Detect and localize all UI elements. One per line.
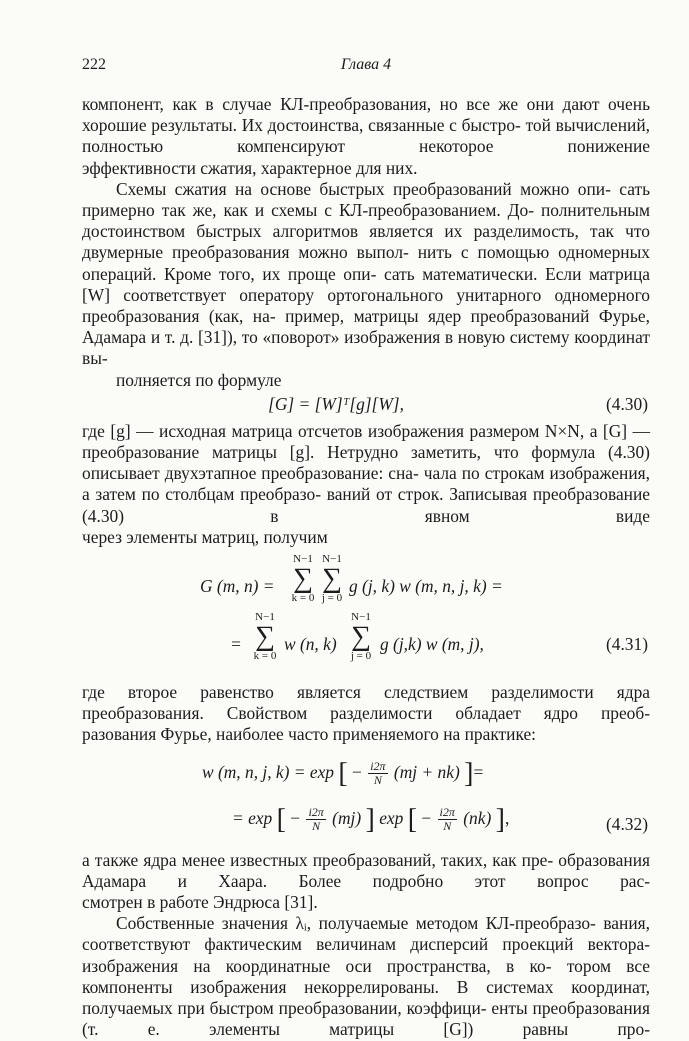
fraction: $\frac{i2\pi}{N}$ [439,805,455,834]
text-line: сать примерно так же, как и схемы с КЛ-преобразованием. До- [82,178,650,221]
text-line: N×N, а [G] — преобразование матрицы [g]. Нетрудно заметить, [82,420,650,463]
paragraph-6 [82,913,650,1040]
equation-lhs: G (m, n) = [200,576,275,597]
fraction: $\frac{i2\pi}{N}$ [308,805,324,834]
text-line: чала по строкам изображения, а затем по столбцам преобразо- [82,463,650,505]
sum-symbol: N−1 ∑ k = 0 [291,553,315,605]
text-line: тором все компоненты изображения некоррелированы. В системах [82,955,650,997]
text-line: вектора-изображения на координатные оси пространства, в ко- [82,934,650,976]
text-line: координат, получаемых при быстром преобразовании, коэффици- [82,976,650,1019]
equation-equals: = [230,634,242,655]
text-line: преобразования. Свойством разделимости обладает ядро преоб- [82,703,650,724]
paragraph-3 [82,421,650,548]
page-number: 222 [82,56,106,73]
text-line: Схемы сжатия на основе быстрых преобразований можно опи- [116,178,611,199]
text-line: а также ядра менее известных преобразований, таких, как пре- [82,849,554,870]
text-line: [31]), то «поворот» изображения в новую систему координат вы- [82,327,650,369]
equation-term: w (n, k) [284,634,337,655]
text-line: очень хорошие результаты. Их достоинства, связанные с быстро- [82,94,650,136]
equation-number: (4.32) [605,813,648,834]
text-line: пример, матрицы ядер преобразований Фурье, Адамара и т. д. [82,306,650,348]
sum-symbol: N−1 ∑ k = 0 [253,611,277,663]
text-line: сать математически. Если матрица [W] соответствует оператору [82,263,650,305]
text-line: что формула (4.30) описывает двухэтапное преобразование: сна- [82,442,650,484]
text-line: той вычислений, полностью компенсируют некоторое понижение [82,115,650,157]
chapter-title: Глава 4 [340,56,392,73]
paragraph-5 [82,850,650,914]
text-line: через элементы матриц, получим [82,526,328,547]
text-line: полнительным достоинством быстрых алгоритмов является их [82,200,650,242]
text-line: Собственные значения λᵢ, получаемые методом КЛ-преобразо- [116,913,596,934]
sum-symbol: N−1 ∑ j = 0 [321,553,343,605]
text-line: разования Фурье, наиболее часто применяемого на практике: [82,724,537,745]
page-header [82,56,650,82]
equation-4-31 [82,548,650,682]
text-line: образования Адамара и Хаара. Более подробно этот вопрос рас- [82,849,650,891]
text-line: эффективности сжатия, характерное для них. [82,157,418,178]
fraction: $\frac{i2\pi}{N}$ [370,759,386,788]
text-line: где второе равенство является следствием разделимости ядра [82,682,650,703]
equation-4-30 [82,391,650,421]
equation-line-1: w (m, n, j, k) = exp [ − $\frac{i2\pi}{N}$ (mj + nk) ]= [202,757,484,789]
text-line: разделимость, так что двумерные преобразования можно выпол- [82,221,650,263]
text-line: компонент, как в случае КЛ-преобразования, но все же они дают [82,94,600,114]
sum-symbol: N−1 ∑ j = 0 [350,611,372,663]
equation-term: g (j, k) w (m, n, j, k) = [349,576,503,597]
equation-line-2: = exp [ − $\frac{i2\pi}{N}$ (mj) ] exp [ − $\frac{i2\pi}{N}$ (nk) ], [232,803,510,835]
paragraph-1 [82,94,650,179]
equation-4-32 [82,746,650,850]
text-line: нить с помощью одномерных операций. Кроме того, их проще опи- [82,242,650,284]
text-line: где [g] — исходная матрица отсчетов изображения размером [82,420,540,441]
book-page [82,56,650,1041]
equation-number: (4.31) [605,634,648,655]
paragraph-4 [82,682,650,746]
equation-body: [G] = [W]ᵀ[g][W], [268,393,404,414]
text-line: енты преобразования (т. е. элементы матрицы [G]) равны про- [82,998,650,1040]
equation-number: (4.30) [605,393,648,414]
text-line: вания, соответствуют фактическим величинам дисперсий проекций [82,913,650,955]
equation-term: g (j,k) w (m, j), [380,634,484,655]
paragraph-2 [82,179,650,391]
text-line: ортогонального унитарного одномерного преобразования (как, на- [82,284,650,327]
text-line: полняется по формуле [116,369,282,390]
text-line: смотрен в работе Эндрюса [31]. [82,892,318,913]
text-line: ваний от строк. Записывая преобразование (4.30) в явном виде [82,484,650,526]
